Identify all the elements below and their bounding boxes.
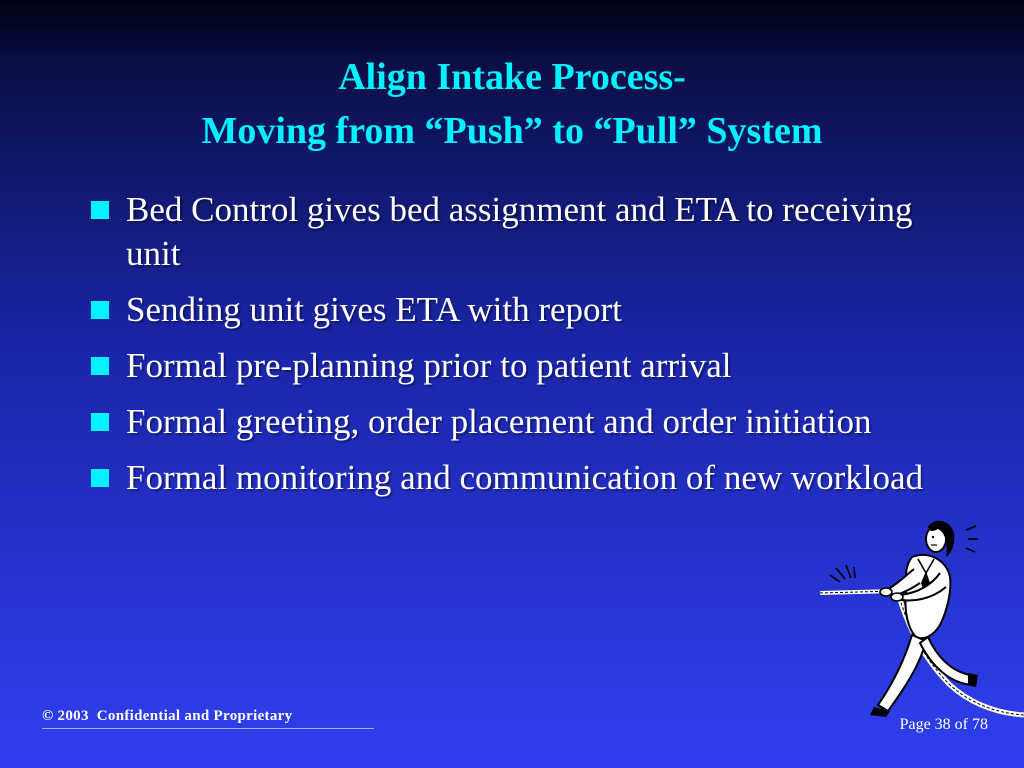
slide-title-line-1: Align Intake Process-	[338, 56, 686, 98]
slide-title-line-2: Moving from “Push” to “Pull” System	[201, 110, 823, 152]
bullet-item	[88, 456, 938, 500]
confidential-text: Confidential and Proprietary	[96, 708, 293, 724]
bullet-list	[88, 188, 938, 512]
bullet-text: Formal monitoring and communication of new workload	[126, 458, 924, 497]
woman-pulling-rope-icon	[800, 515, 1024, 725]
slide-title	[0, 50, 1024, 158]
bullet-text: Formal pre-planning prior to patient arrival	[126, 346, 732, 385]
bullet-item	[88, 344, 938, 388]
square-bullet-icon	[91, 201, 109, 219]
square-bullet-icon	[91, 469, 109, 487]
bullet-item	[88, 400, 938, 444]
bullet-text: Sending unit gives ETA with report	[126, 290, 622, 329]
bullet-text: Formal greeting, order placement and order initiation	[126, 402, 872, 441]
square-bullet-icon	[91, 413, 109, 431]
bullet-item	[88, 188, 938, 276]
square-bullet-icon	[91, 357, 109, 375]
bullet-text: Bed Control gives bed assignment and ETA to receiving unit	[126, 190, 913, 273]
square-bullet-icon	[91, 301, 109, 319]
copyright-text: © 2003	[42, 708, 89, 724]
footer-copyright	[42, 708, 374, 729]
page-number: Page 38 of 78	[899, 716, 988, 733]
bullet-item	[88, 288, 938, 332]
